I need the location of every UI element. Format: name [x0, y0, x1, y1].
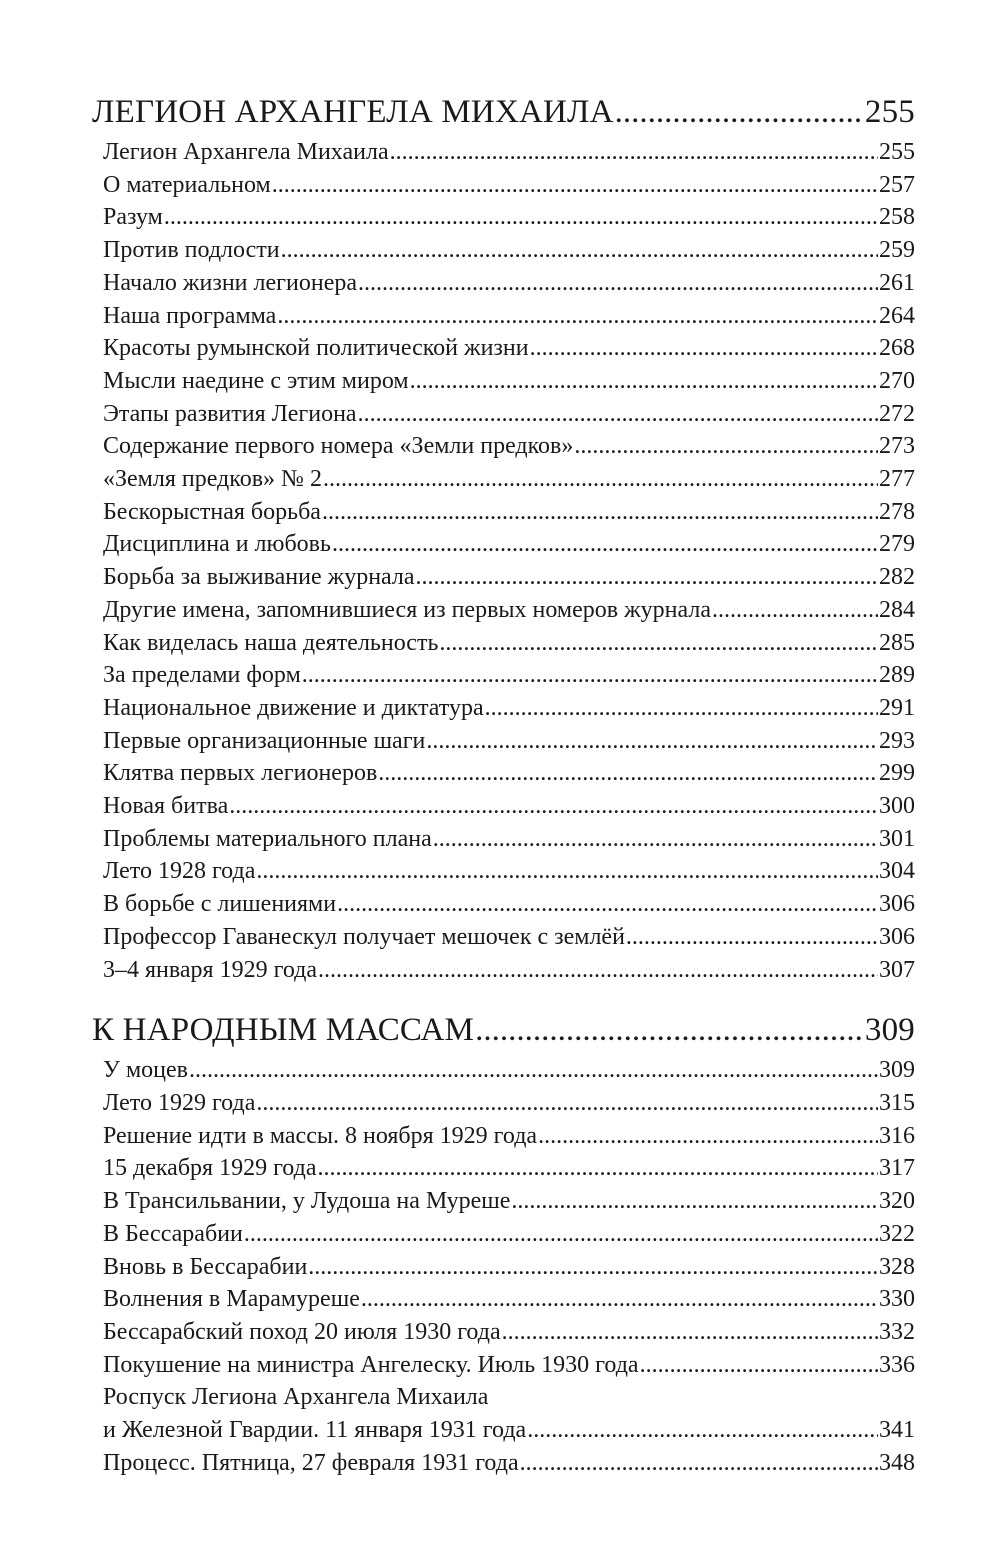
- section-title: ЛЕГИОН АРХАНГЕЛА МИХАИЛА: [92, 94, 614, 130]
- toc-entry[interactable]: [103, 1414, 915, 1447]
- dot-leader: [426, 725, 878, 758]
- entry-title: В Трансильвании, у Лудоша на Муреше: [103, 1188, 511, 1215]
- entry-page: 293: [879, 727, 915, 754]
- entry-page: 332: [879, 1318, 915, 1345]
- entry-page: 273: [879, 433, 915, 460]
- entry-page: 279: [879, 531, 915, 558]
- entry-title: Наша программа: [103, 302, 277, 329]
- dot-leader: [410, 365, 878, 398]
- entry-title: Решение идти в массы. 8 ноября 1929 года: [103, 1122, 538, 1149]
- dot-leader: [189, 1054, 878, 1087]
- section-title: К НАРОДНЫМ МАССАМ: [92, 1012, 475, 1049]
- toc-entry[interactable]: [103, 430, 915, 463]
- entry-page: 336: [879, 1351, 915, 1378]
- dot-leader: [164, 201, 878, 234]
- dot-leader: [337, 888, 878, 921]
- entry-title: Мысли наедине с этим миром: [103, 367, 409, 394]
- section-entries: [92, 136, 915, 986]
- toc-entry[interactable]: [103, 954, 915, 987]
- entry-page: 315: [879, 1089, 915, 1116]
- entry-title: Национальное движение и диктатура: [103, 694, 484, 721]
- toc-entry[interactable]: [103, 790, 915, 823]
- entry-page: 328: [879, 1253, 915, 1280]
- toc-entry[interactable]: [103, 757, 915, 790]
- entry-title: Процесс. Пятница, 27 февраля 1931 года: [103, 1449, 519, 1476]
- entry-title: 3–4 января 1929 года: [103, 956, 318, 983]
- entry-page: 270: [879, 367, 915, 394]
- entry-title: Этапы развития Легиона: [103, 400, 357, 427]
- dot-leader: [277, 300, 878, 333]
- toc-entry[interactable]: [103, 1349, 915, 1382]
- entry-title: Легион Архангела Михаила: [103, 139, 389, 165]
- entry-page: 282: [879, 564, 915, 591]
- dot-leader: [530, 332, 878, 365]
- toc-entry[interactable]: [103, 855, 915, 888]
- entry-title: Против подлости: [103, 237, 280, 264]
- toc-entry[interactable]: [103, 234, 915, 267]
- toc-entry[interactable]: [103, 823, 915, 856]
- dot-leader: [520, 1447, 878, 1480]
- dot-leader: [281, 234, 878, 267]
- entry-page: 272: [879, 400, 915, 427]
- dot-leader: [538, 1120, 878, 1153]
- entry-page: 307: [879, 956, 915, 983]
- entry-title: Лето 1929 года: [103, 1089, 256, 1116]
- entry-page: 317: [879, 1155, 915, 1182]
- toc-entry[interactable]: [103, 1152, 915, 1185]
- dot-leader: [475, 1008, 864, 1052]
- toc-entry[interactable]: [103, 561, 915, 594]
- entry-page: 259: [879, 237, 915, 264]
- dot-leader: [626, 921, 878, 954]
- toc-section: [92, 1008, 915, 1479]
- dot-leader: [390, 136, 878, 169]
- dot-leader: [527, 1414, 878, 1447]
- toc-section: [92, 90, 915, 986]
- entry-title: О материальном: [103, 171, 271, 198]
- toc-entry[interactable]: [103, 659, 915, 692]
- dot-leader: [433, 823, 878, 856]
- entry-title: Проблемы материального плана: [103, 825, 432, 852]
- entry-title: Дисциплина и любовь: [103, 531, 331, 558]
- dot-leader: [485, 692, 878, 725]
- entry-page: 316: [879, 1122, 915, 1149]
- toc-entry[interactable]: [103, 496, 915, 529]
- dot-leader: [358, 267, 878, 300]
- entry-title: Другие имена, запомнившиеся из первых номеров журнала: [103, 596, 712, 623]
- entry-page: 291: [879, 694, 915, 721]
- dot-leader: [256, 855, 878, 888]
- dot-leader: [244, 1218, 878, 1251]
- toc-entry[interactable]: [103, 528, 915, 561]
- dot-leader: [256, 1087, 878, 1120]
- section-page: 309: [864, 1012, 915, 1049]
- toc-entry[interactable]: [103, 136, 915, 169]
- entry-page: 348: [879, 1449, 915, 1476]
- entry-title-first-line[interactable]: Роспуск Легиона Архангела Михаила: [103, 1384, 489, 1411]
- entry-title: Первые организационные шаги: [103, 727, 426, 754]
- toc-entry[interactable]: [103, 463, 915, 496]
- entry-title: В борьбе с лишениями: [103, 891, 337, 918]
- entry-page: 255: [879, 139, 915, 165]
- toc-entry[interactable]: [103, 594, 915, 627]
- entry-page: 258: [879, 204, 915, 231]
- entry-page: 306: [879, 923, 915, 950]
- dot-leader: [317, 1152, 878, 1185]
- entry-title: и Железной Гвардии. 11 января 1931 года: [103, 1417, 527, 1444]
- toc-entry[interactable]: [103, 365, 915, 398]
- entry-page: 304: [879, 858, 915, 885]
- dot-leader: [712, 594, 878, 627]
- entry-page: 289: [879, 662, 915, 689]
- toc-entry[interactable]: [103, 201, 915, 234]
- entry-title: Покушение на министра Ангелеску. Июль 1930 года: [103, 1351, 639, 1378]
- section-page: 255: [864, 94, 915, 130]
- entry-page: 299: [879, 760, 915, 787]
- toc-entry[interactable]: [103, 169, 915, 202]
- dot-leader: [502, 1316, 878, 1349]
- entry-title: Разум: [103, 204, 163, 231]
- entry-title: Начало жизни легионера: [103, 269, 357, 296]
- entry-page: 268: [879, 335, 915, 362]
- table-of-contents: [92, 90, 915, 1479]
- dot-leader: [229, 790, 878, 823]
- dot-leader: [318, 954, 878, 987]
- toc-entry[interactable]: [103, 921, 915, 954]
- entry-page: 278: [879, 498, 915, 525]
- entry-title: 15 декабря 1929 года: [103, 1155, 317, 1182]
- toc-entry[interactable]: [103, 398, 915, 431]
- dot-leader: [439, 627, 878, 660]
- entry-page: 261: [879, 269, 915, 296]
- entry-page: 284: [879, 596, 915, 623]
- entry-title: Профессор Гаванескул получает мешочек с землёй: [103, 923, 625, 950]
- entry-title: Бессарабский поход 20 июля 1930 года: [103, 1318, 501, 1345]
- dot-leader: [511, 1185, 878, 1218]
- entry-page: 322: [879, 1220, 915, 1247]
- toc-entry[interactable]: [103, 1447, 915, 1480]
- toc-entry[interactable]: [103, 888, 915, 921]
- dot-leader: [272, 169, 878, 202]
- entry-title: Борьба за выживание журнала: [103, 564, 415, 591]
- dot-leader: [322, 496, 878, 529]
- entry-page: 330: [879, 1286, 915, 1313]
- section-entries: [92, 1054, 915, 1479]
- toc-entry[interactable]: [103, 692, 915, 725]
- entry-title: Волнения в Марамуреше: [103, 1286, 360, 1313]
- toc-entry[interactable]: [103, 725, 915, 758]
- entry-title: Лето 1928 года: [103, 858, 256, 885]
- entry-title: За пределами форм: [103, 662, 301, 689]
- dot-leader: [378, 757, 878, 790]
- toc-entry[interactable]: [103, 332, 915, 365]
- entry-page: 301: [879, 825, 915, 852]
- entry-page: 277: [879, 466, 915, 493]
- entry-page: 257: [879, 171, 915, 198]
- toc-entry[interactable]: [103, 627, 915, 660]
- entry-page: 309: [879, 1057, 915, 1084]
- toc-entry[interactable]: [103, 1251, 915, 1284]
- dot-leader: [323, 463, 878, 496]
- section-heading[interactable]: [92, 1008, 915, 1052]
- toc-entry[interactable]: [103, 267, 915, 300]
- entry-title: Содержание первого номера «Земли предков»: [103, 433, 574, 460]
- entry-title: Красоты румынской политической жизни: [103, 335, 529, 362]
- entry-title: «Земля предков» № 2: [103, 466, 322, 493]
- dot-leader: [615, 90, 864, 134]
- toc-entry[interactable]: [103, 1218, 915, 1251]
- entry-title: Вновь в Бессарабии: [103, 1253, 308, 1280]
- entry-title: Бескорыстная борьба: [103, 498, 321, 525]
- toc-entry[interactable]: [103, 1120, 915, 1153]
- dot-leader: [308, 1251, 878, 1284]
- entry-page: 341: [879, 1417, 915, 1444]
- entry-title: Новая битва: [103, 793, 229, 820]
- entry-page: 306: [879, 891, 915, 918]
- entry-page: 285: [879, 629, 915, 656]
- toc-entry[interactable]: [103, 1185, 915, 1218]
- dot-leader: [640, 1349, 878, 1382]
- section-heading[interactable]: [92, 90, 915, 134]
- entry-title: Клятва первых легионеров: [103, 760, 378, 787]
- dot-leader: [574, 430, 878, 463]
- toc-entry[interactable]: [103, 1283, 915, 1316]
- toc-entry[interactable]: [103, 1054, 915, 1087]
- dot-leader: [302, 659, 878, 692]
- toc-entry[interactable]: [103, 300, 915, 333]
- dot-leader: [361, 1283, 878, 1316]
- entry-page: 300: [879, 793, 915, 820]
- entry-page: 264: [879, 302, 915, 329]
- toc-entry[interactable]: [103, 1087, 915, 1120]
- toc-entry[interactable]: [103, 1316, 915, 1349]
- entry-title: У моцев: [103, 1057, 189, 1084]
- entry-title: Как виделась наша деятельность: [103, 629, 439, 656]
- entry-title: В Бессарабии: [103, 1220, 243, 1247]
- dot-leader: [416, 561, 878, 594]
- dot-leader: [358, 398, 878, 431]
- entry-page: 320: [879, 1188, 915, 1215]
- dot-leader: [332, 528, 878, 561]
